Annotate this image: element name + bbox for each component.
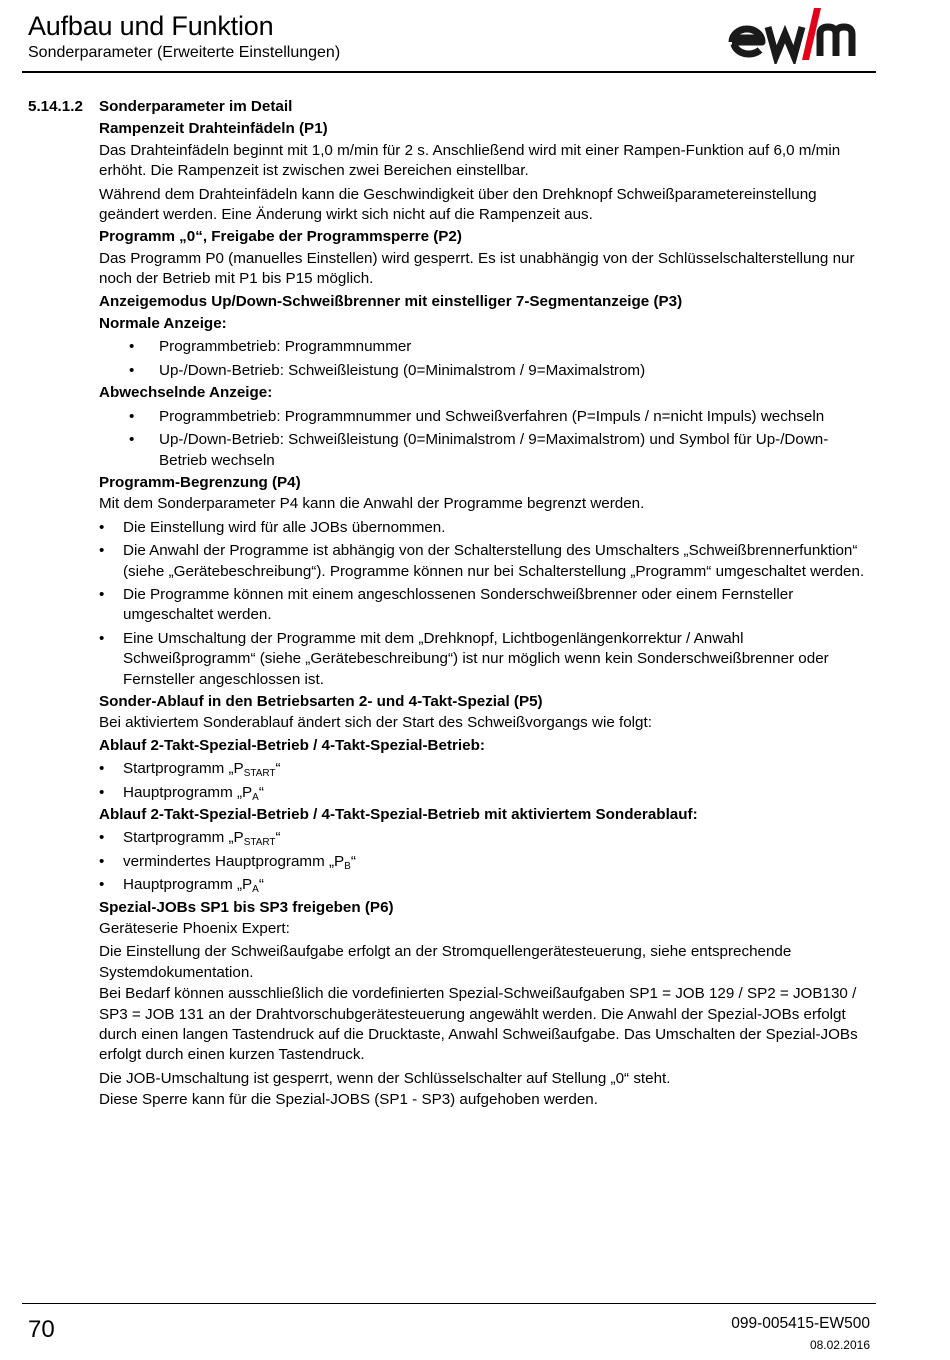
p3-normal-heading: Normale Anzeige: <box>99 315 227 333</box>
p5-ablauf2-heading: Ablauf 2-Takt-Spezial-Betrieb / 4-Takt-Spezial-Betrieb mit aktiviertem Sonderablauf: <box>99 806 698 823</box>
document-id: 099-005415-EW500 <box>731 1315 870 1332</box>
p4-heading: Programm-Begrenzung (P4) <box>99 473 301 491</box>
p6-heading: Spezial-JOBs SP1 bis SP3 freigeben (P6) <box>99 898 394 916</box>
p3-alt-list <box>99 407 868 471</box>
p5-ablauf1-heading: Ablauf 2-Takt-Spezial-Betrieb / 4-Takt-Spezial-Betrieb: <box>99 736 485 754</box>
p3-normal-list <box>99 337 868 381</box>
list-item: • Startprogramm $„P_{START}“$ <box>99 829 281 849</box>
list-item: • Up-/Down-Betrieb: Schweißleistung (0=Minimalstrom / 9=Maximalstrom) und Symbol für Up-/Down-Betrieb wechseln <box>129 431 829 469</box>
p1-heading: Rampenzeit Drahteinfädeln (P1) <box>99 120 328 138</box>
p5-text: Bei aktiviertem Sonderablauf ändert sich der Start des Schweißvorgangs wie folgt: <box>99 714 652 732</box>
page-title: Aufbau und Funktion <box>28 11 274 41</box>
p6-text-4: Diese Sperre kann für die Spezial-JOBS (SP1 - SP3) aufgehoben werden. <box>99 1091 598 1109</box>
list-item: • Die Programme können mit einem angeschlossenen Sonderschweißbrenner oder einem Fernsteller umgeschaltet werden. <box>99 585 794 624</box>
page-subtitle: Sonderparameter (Erweiterte Einstellungen) <box>28 44 341 61</box>
p5-heading: Sonder-Ablauf in den Betriebsarten 2- und 4-Takt-Spezial (P5) <box>99 692 543 710</box>
list-item: • Programmbetrieb: Programmnummer und Schweißverfahren (P=Impuls / n=nicht Impuls) wechseln <box>129 407 825 425</box>
list-item: • Programmbetrieb: Programmnummer <box>129 338 412 356</box>
p1-text-2: Während dem Drahteinfädeln kann die Geschwindigkeit über den Drehknopf Schweißparametereinstellung geändert werden. Eine Änderung wirkt sich nicht auf die Rampenzeit aus. <box>99 185 817 224</box>
p3-alt-heading: Abwechselnde Anzeige: <box>99 384 273 402</box>
ewm-logo <box>728 4 860 64</box>
list-item: • Hauptprogramm $„P_A“$ <box>99 783 264 803</box>
footer-divider <box>22 1303 876 1304</box>
p4-text: Mit dem Sonderparameter P4 kann die Anwahl der Programme begrenzt werden. <box>99 495 645 513</box>
section-title: Sonderparameter im Detail <box>99 98 293 115</box>
section-body <box>99 119 868 1110</box>
list-item: • Startprogramm $„P_{START}“$ <box>99 760 281 780</box>
p3-heading: Anzeigemodus Up/Down-Schweißbrenner mit einstelliger 7-Segmentanzeige (P3) <box>99 292 683 310</box>
p5-ablauf2-list <box>99 828 868 895</box>
list-item: • Eine Umschaltung der Programme mit dem „Drehknopf, Lichtbogenlängenkorrektur / Anwahl Schweißprogramm“ (siehe „Gerätebeschreibung“) ist nur möglich wenn kein Sonderschweißbrenner oder Fernsteller angeschlossen ist. <box>99 629 829 688</box>
p2-text: Das Programm P0 (manuelles Einstellen) wird gesperrt. Es ist unabhängig von der Schlüsselschalterstellung nur noch der Betrieb mit P1 bis P15 möglich. <box>99 249 855 288</box>
section-heading <box>28 97 868 117</box>
p4-list <box>99 518 868 690</box>
p2-heading: Programm „0“, Freigabe der Programmsperre (P2) <box>99 228 462 246</box>
p1-text-1: Das Drahteinfädeln beginnt mit 1,0 m/min für 2 s. Anschließend wird mit einer Rampen-Funktion auf 6,0 m/min erhöht. Die Rampenzeit ist zwischen zwei Bereichen einstellbar. <box>99 141 841 180</box>
list-item: • Die Einstellung wird für alle JOBs übernommen. <box>99 518 446 536</box>
list-item: • Die Anwahl der Programme ist abhängig von der Schalterstellung des Umschalters „Schweißbrennerfunktion“ (siehe „Gerätebeschreibung“). Programme können nur bei Schalterstellung „Programm“ umgeschaltet werden. <box>99 542 865 580</box>
p5-ablauf1-list <box>99 759 868 803</box>
header-divider <box>22 71 876 73</box>
document-date: 08.02.2016 <box>809 1338 870 1352</box>
page-content <box>28 97 868 1111</box>
page-number: 70 <box>28 1316 55 1343</box>
p6-text-2: Bei Bedarf können ausschließlich die vordefinierten Spezial-Schweißaufgaben SP1 = JOB 129 / SP2 = JOB130 / SP3 = JOB 131 an der Drahtvorschubgerätesteuerung angewählt werden. Die Anwahl der Spezial-JOBs erfolgt durch einen langen Tastendruck auf die Drucktaste, Anwahl Schweißaufgabe. Das Umschalten der Spezial-JOBs erfolgt durch einen kurzen Tastendruck. <box>99 985 858 1064</box>
list-item: • vermindertes Hauptprogramm $„P_B“$ <box>99 852 356 872</box>
section-number: 5.14.1.2 <box>28 98 83 115</box>
list-item: • Up-/Down-Betrieb: Schweißleistung (0=Minimalstrom / 9=Maximalstrom) <box>129 361 646 379</box>
list-item: • Hauptprogramm $„P_A“$ <box>99 876 264 896</box>
p6-series: Geräteserie Phoenix Expert: <box>99 920 290 938</box>
p6-text-1: Die Einstellung der Schweißaufgabe erfolgt an der Stromquellengerätesteuerung, siehe entsprechende Systemdokumentation. <box>99 943 792 981</box>
p6-text-3: Die JOB-Umschaltung ist gesperrt, wenn der Schlüsselschalter auf Stellung „0“ steht. <box>99 1069 671 1087</box>
